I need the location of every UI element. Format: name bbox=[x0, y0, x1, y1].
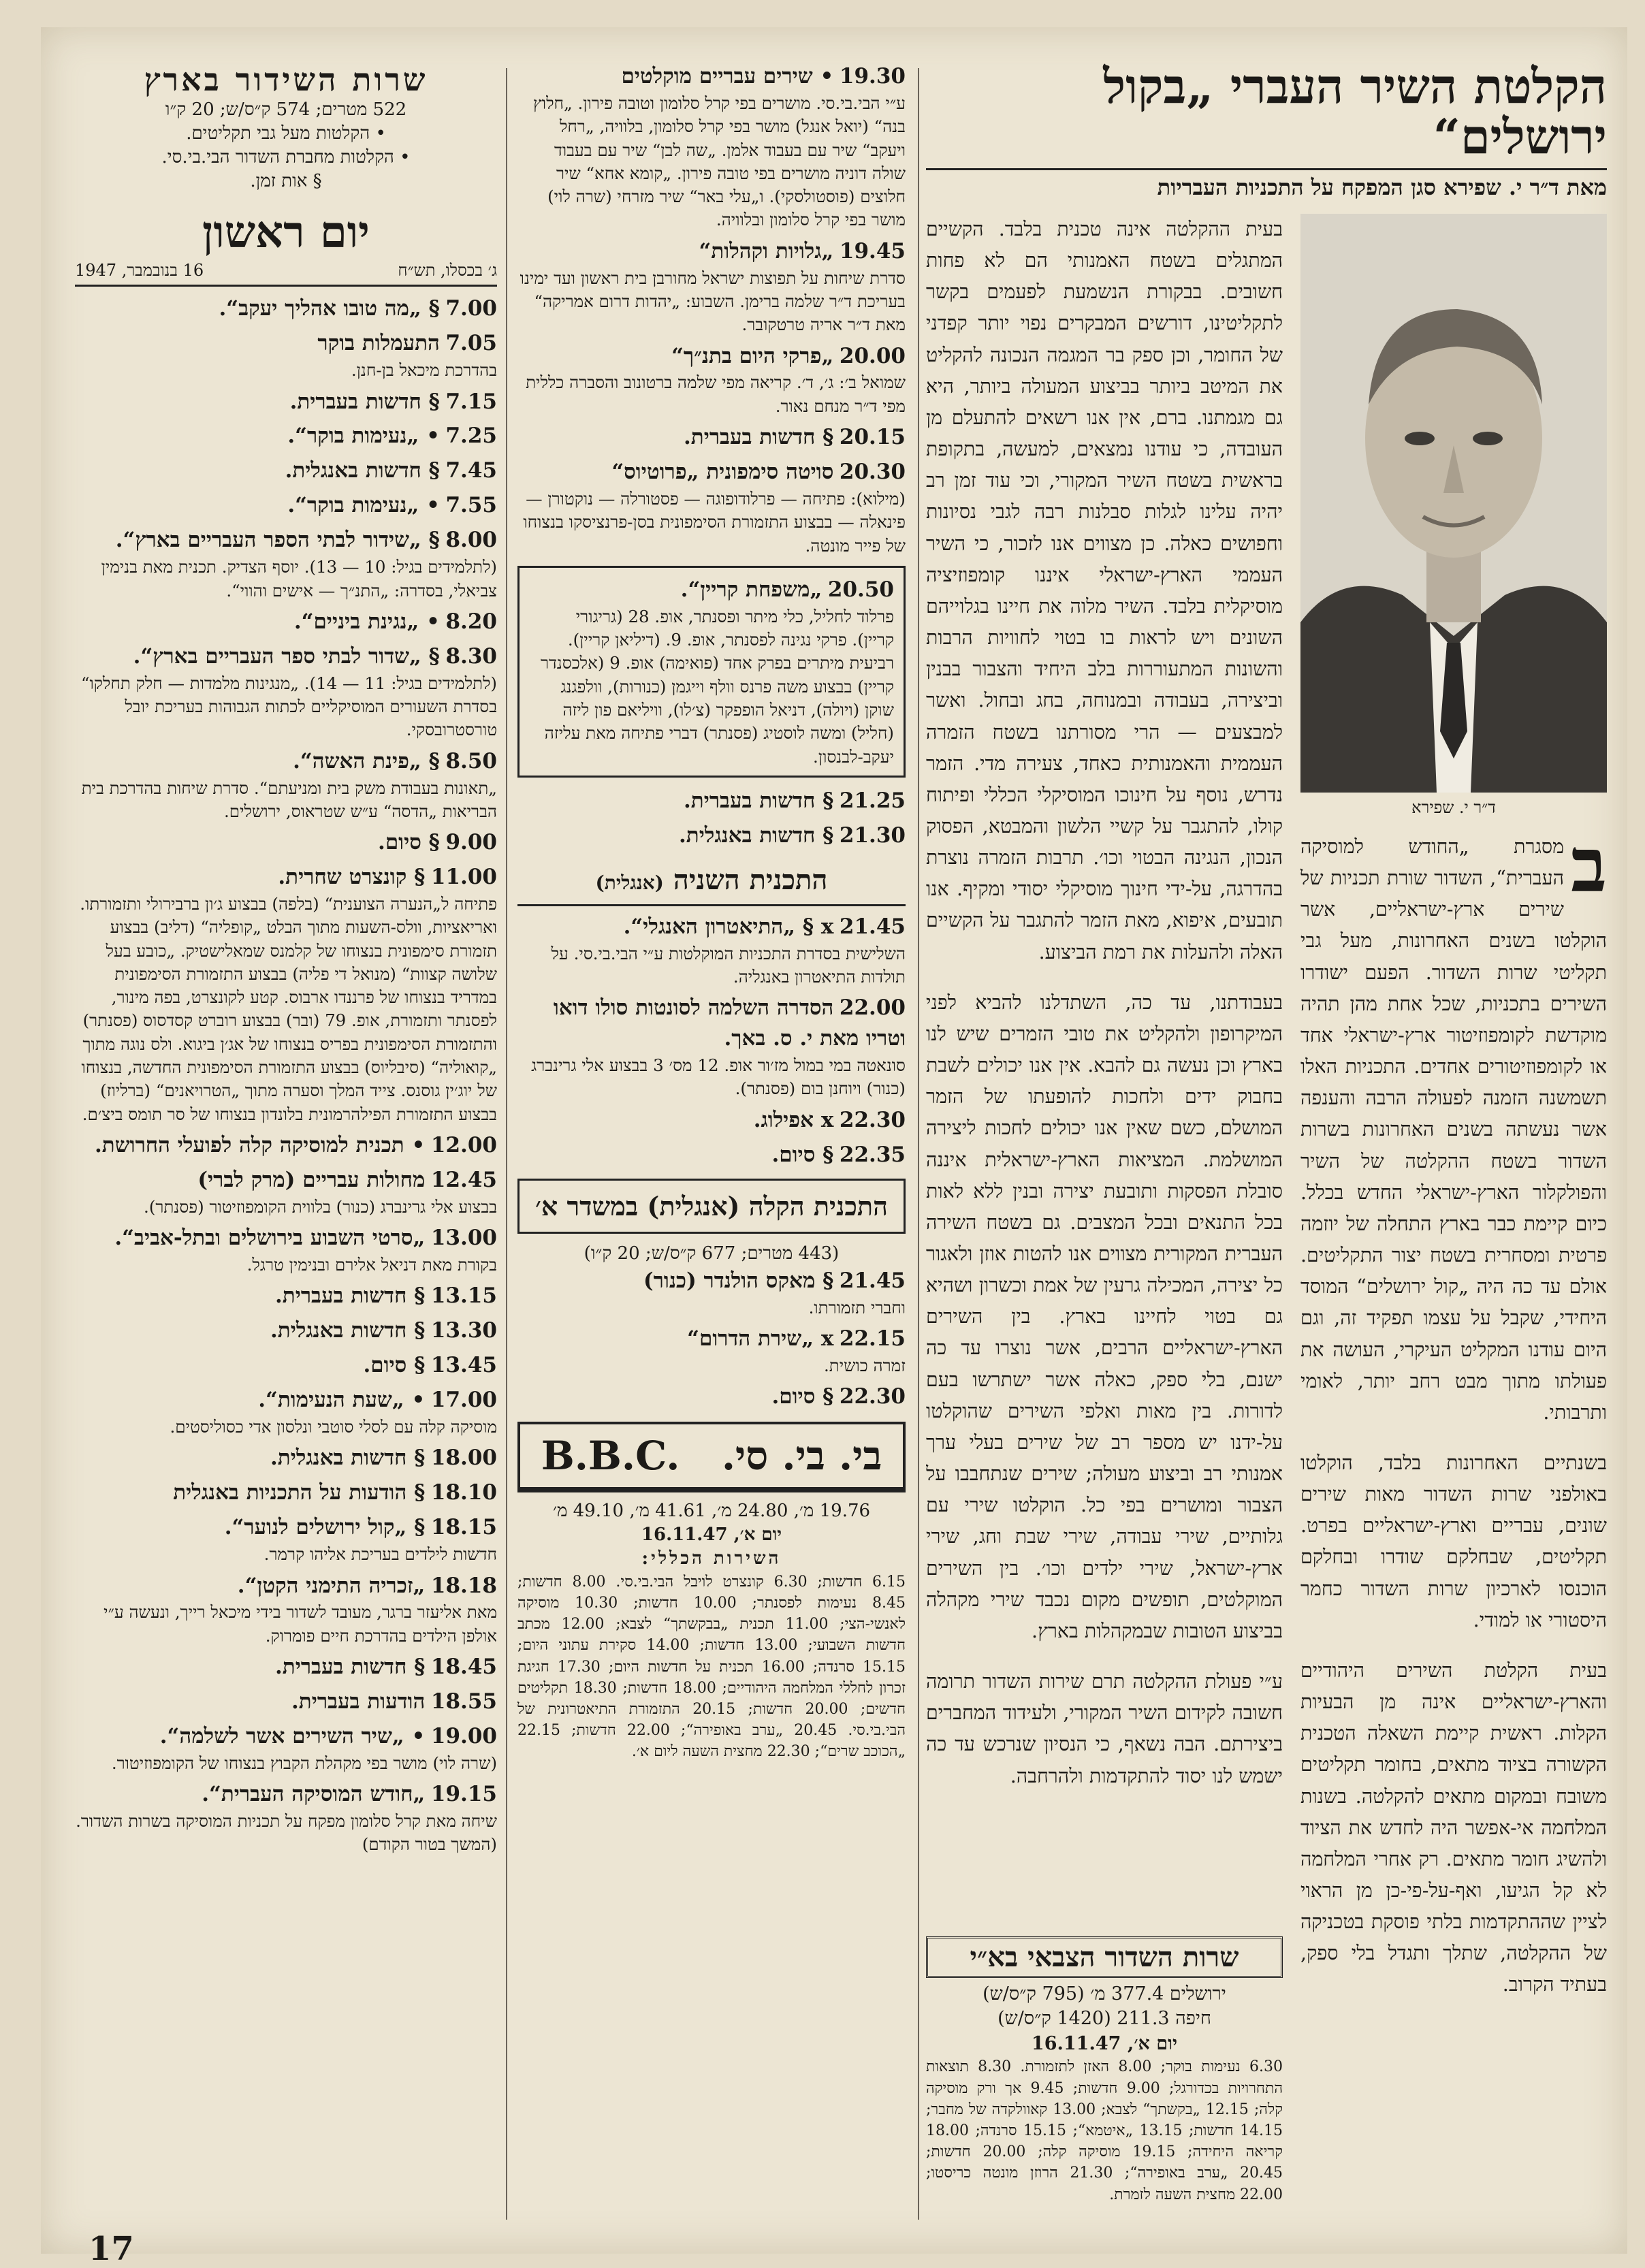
schedule-desc: (לתלמידים בגיל: 11 — 14). „מנגינות מלמדות — חלק תחלקו“ בסדרת השעורים המוסיקליים לכתות הגבוהות בעריכת יובל טורסטרובסקי. bbox=[81, 673, 497, 740]
schedule-item: 20.30 סויטה סימפונית „פרוטיוס“ (מילוא): פתיחה — פרלודופוגה — פסטורלה — נוקטורן — פינאלה — בבצוע התזמורת הסימפונית בסן-פרנציסקו בנצוחו של פייר מונטה. bbox=[523, 460, 906, 556]
schedule-time: 18.15 bbox=[430, 1515, 497, 1540]
army-broadcast-title: שרות השדור הצבאי בא״י bbox=[926, 1936, 1283, 1978]
article-column bbox=[926, 61, 1607, 2205]
schedule-item bbox=[75, 1721, 497, 1775]
schedule-time: 18.45 bbox=[430, 1655, 497, 1680]
schedule-time: 18.00 bbox=[430, 1446, 497, 1471]
schedule-title: „זכריה התימני הקטן“. bbox=[237, 1573, 426, 1598]
schedule-title: הודעות בעברית. bbox=[291, 1689, 426, 1714]
schedule-title: § חדשות באנגלית. bbox=[270, 1446, 426, 1471]
drop-cap: ב bbox=[1570, 821, 1607, 909]
schedule-time: 7.55 bbox=[445, 493, 497, 518]
schedule-time: 8.30 bbox=[445, 643, 497, 669]
army-date: יום א׳, 16.11.47 bbox=[1031, 2032, 1178, 2054]
light-program-header: התכנית הקלה (אנגלית) במשדר א׳ bbox=[517, 1179, 906, 1234]
article-paragraph: בשנתיים האחרונות בלבד, הוקלטו באולפני שרות השדור מאות שירים שונים, עבריים וארץ-ישראליים בפרט. תקליטים, שבחלקם שודרו ובחלקם הוכנסו לארכיון שרות השדור כחמר היסטורי או למודי. bbox=[1300, 1451, 1607, 1631]
schedule-item bbox=[75, 641, 497, 742]
schedule-title: • „נעימות בוקר“. bbox=[287, 424, 440, 449]
schedule-item: 21.45 § מאקס הולנדר (כנור) וחברי תזמורתו. bbox=[643, 1268, 906, 1317]
mid-schedule bbox=[517, 61, 906, 1763]
article-paragraph: בעית ההקלטה אינה טכנית בלבד. הקשיים המתגלים בשטח האמנותי הם לא פחות חשובים. בבקורת הנשמעת לפעמים בקשר לתקליטינו, דורשים המבקרים נפוי יותר קפדני של החומר, וכן ספק בר המגמה הנכונה להקליט את המיטב ביותר בביצוע המעולה ביותר, היא גם מגמתנו. ברם, אין אנו רשאים להתעלם מן העובדה, כי עודנו נמצאים, למעשה, בתקופת בראשית בשטח השיר המקורי, וכי עוד זמן רב יהיה עלינו לגלות סבלנות רבה לגבי נסיונות וחפושים כאלה. כן מצווים אנו לזכור, כי השיר העממי הארץ-ישראלי איננו קומפוזיציה מוסיקלית בלבד. השיר מלוה את חיינו בגלוייהם השונים ויש לראות בו בטוי לחוויות הרבות והשונות המתעוררות בלב היחיד והצבור בבנין וביצירה, בעבודה ובמנוחה, בחג ובחול. ואשר למבצעים — הרי מסורתנו בשטח הזמרה העממית והאמנותית כאחד, צעירה מדי. הזמר נדרש, נוסף על חינוכו המוסיקלי הכללי ופיתוח קולו, להתגבר על קשיי הלשון והמבטא, הפסוק הנכון, הנגינה הבטוי וכו׳. תרבות הזמרה נוצרת בהדרגה, על-ידי חינוך מוסיקלי יסודי ומקיף. אנו תובעים, איפוא, מאת הזמר להתגבר על הקשיים האלה ולהעלות את רמת הביצוע. bbox=[926, 218, 1283, 963]
schedule-item bbox=[75, 293, 497, 324]
article-paragraph: ע״י פעולת ההקלטה תרם שירות השדור תרומה חשובה לקידום השיר המקורי, ולעידוד המחברים ביצירתם. הבה נשאף, כי הנסיון שנרכש עד כה ישמש לנו יסוד להתקדמות ולהרחבה. bbox=[926, 1670, 1283, 1787]
schedule-title: § חדשות באנגלית. bbox=[285, 458, 440, 483]
bbc-frequencies: 19.76 מ׳, 24.80 מ׳, 41.61 מ׳, 49.10 מ׳ bbox=[552, 1501, 871, 1522]
schedule-item: 22.35 § סיום. bbox=[771, 1142, 906, 1167]
schedule-time: 19.00 bbox=[430, 1723, 497, 1748]
schedule-title: § „קול ירושלים לנוער“. bbox=[224, 1515, 426, 1540]
schedule-time: 12.45 bbox=[430, 1167, 497, 1192]
schedule-item bbox=[75, 827, 497, 858]
schedule-item bbox=[75, 1223, 497, 1277]
schedule-title: § חדשות בעברית. bbox=[289, 389, 440, 414]
second-program-header: התכנית השניה (אנגלית) bbox=[517, 861, 906, 906]
legend-bbc: • הקלטות מחברת השדור הבי.בי.סי. bbox=[161, 147, 411, 168]
schedule-desc: פתיחה ל„הנערה הצוענית“ (בלפה) בבצוע ג׳ון ברבירולי ותזמורתו. ואריאציות, וולס-השעות מתוך הבלט „קופליה“ (דליב) בבצוע תזמורת סימפונית בנצוחו של קלמנס שמאלישטיק. „כובע בעל שלושה קצוות“ (מנואל די פליה) בבצוע התזמורת הסימפונית במדריד בנצוחו של פרננדו ארבוס. קטע לקונצרט, בפה מינור, לפסנתר ותזמורת, אופ. 79 (ובר) בבצוע רוברט קסדסוס (פסנתר) והתזמורת הסימפונית בפריס בנצוחו של אג׳ן ביגוא. ולס נוגה מתוך „קואוליה“ (סיבליוס) בבצוע התזמורת הסימפונית החדשה, בנצוחו של יוג׳ין גוסנס. צייד המלך וסערה מתוך „הטרויאנים“ (ברליוז) בבצוע התזמורת הפילהרמונית בלונדון בנצוחו של סר תומס ביצ׳ם. bbox=[80, 894, 497, 1124]
schedule-item bbox=[75, 1478, 497, 1508]
schedule-title: מחולות עבריים (מרק לברי) bbox=[197, 1167, 426, 1192]
schedule-item bbox=[75, 1652, 497, 1682]
gregorian-date: 16 בנובמבר, 1947 bbox=[75, 261, 204, 281]
schedule-title: § „שידור לבתי הספר העבריים בארץ“. bbox=[115, 528, 440, 553]
schedule-title: § „פינת האשה“. bbox=[293, 748, 440, 773]
schedule-time: 11.00 bbox=[430, 865, 497, 890]
schedule-item bbox=[75, 862, 497, 1126]
schedule-item: 19.45 „גלויות וקהלות“ סדרת שיחות על תפוצות ישראל מחורבן בית ראשון ועד ימינו בעריכת ד״ר שלמה ברימן. השבוע: „יהדות דרום אמריקה“ מאת ד״ר אריה טרטקובר. bbox=[520, 238, 906, 335]
army-freq-haifa: חיפה 211.3 (1420 ק״ס/ש) bbox=[997, 2008, 1211, 2030]
newspaper-page bbox=[41, 27, 1627, 2268]
article-subcolumn-right bbox=[1300, 214, 1607, 2205]
legend-time-signal: § אות זמן. bbox=[250, 171, 322, 192]
bbc-title-hebrew: בי. בי. סי. bbox=[721, 1433, 882, 1480]
schedule-title: § „מה טובו אהליך יעקב“. bbox=[219, 296, 440, 321]
article-subcolumn-left bbox=[926, 214, 1283, 2205]
schedule-item: 20.00 „פרקי היום בתנ״ך“ שמואל ב׳: ג׳, ד׳. קריאה מפי שלמה ברטונוב והסברה כללית מפי ד״ר מנחם נאור. bbox=[526, 343, 906, 416]
schedule-desc: (לתלמידים בגיל: 10 — 13). יוסף הצדיק. תכנית מאת בנימין צביאלי, בסדרה: „התנ״ך — אישים והווי“. bbox=[101, 557, 497, 601]
column-divider bbox=[918, 68, 919, 2220]
article-paragraph: ב מסגרת „החודש למוסיקה העברית“, השדור שורת תכניות של שירים ארץ-ישראליים, אשר הוקלטו בשנים האחרונות, מעל גבי תקליטי שרות השדור. הפעם ישודרו השירים בתכניות, שכל אחת מהן תהיה מוקדשת לקומפוזיטור ארץ-ישראלי אחד או לקומפוזיטורים אחדים. התכניות האלו תשמשנה הזמנה לפעולה הרבה והענפה אשר נעשתה בשנים האחרונות בשרות השדור בשטח ההקלטה של השיר והפולקלור הארץ-ישראלי החדש בכלל. כיום קיימת כבר בארץ התחלה של יוזמה פרטית ומסחרית בשטח יצור התקליטים. אולם עד כה היה „קול ירושלים“ המוסד היחידי, שקבל על עצמו תפקיד זה, וגם היום עודנו המקליט העיקרי, העושה את פעולתו מתוך מבט רחב יותר, לאומי ותרבותי. bbox=[1300, 821, 1607, 1424]
schedule-time: 13.30 bbox=[430, 1318, 497, 1343]
article-byline: מאת ד״ר י. שפירא סגן המפקח על התכניות העבריות bbox=[926, 168, 1607, 200]
light-program-freq: (443 מטרים; 677 ק״ס/ש; 20 ק״ו) bbox=[584, 1243, 840, 1264]
schedule-desc: חדשות לילדים בעריכת אליהו קרמר. bbox=[263, 1544, 497, 1565]
schedule-item: 22.30 § סיום. bbox=[771, 1384, 906, 1409]
article-paragraph: בעבודתנו, עד כה, השתדלנו להביא לפני המיקרופון ולהקליט את טובי הזמרים שיש לנו בארץ וכן נעשה גם להבא. אין אנו יכולים לשבת בחבוק ידים ולחכות להופעתו של הזמר המושלם, כשם שאין אנו יכולים לחכות ליצירה המושלמת. המציאות הארץ-ישראלית איננה סובלת הפסקות ותובעת יצירה ובנין ללא לאות בכל התנאים ובכל המצבים. גם בשטח השירה העברית המקורית מצווים אנו להטות אוזן ולאגור כל יצירה, המכילה גרעין של אמת וכשרון ושהיא גם בטוי לחיינו בארץ. בין השירים הארץ-ישראליים הרבים, אשר נוצרו עד כה ישנם, בלי ספק, כאלה אשר ישתרשו בעם לדורות. בין מאות ואלפי השירים שהוקלטו על-ידנו יש מספר רב של שירים בעלי ערך אמנותי רב וביצוע מעולה; שירים שנתחבבו על הצבור ומושרים בפי כל. הוקלטו שירי עם גלותיים, שירי עבודה, שירי שבת וחג, שירי ארץ-ישראל, שירי ילדים וכו׳. בין השירים המוקלטים, תופשים מקום נכבד שירי מקהלה בביצוע הטובות שבמקהלות בארץ. bbox=[926, 991, 1283, 1642]
schedule-title: § חדשות באנגלית. bbox=[270, 1318, 426, 1343]
middle-schedule-column bbox=[517, 61, 906, 1763]
schedule-time: 19.15 bbox=[430, 1782, 497, 1807]
schedule-item bbox=[75, 490, 497, 521]
schedule-item: 22.15 x „שירת הדרום“ זמרה כושית. bbox=[687, 1326, 906, 1375]
schedule-item: 21.45 x § „התיאטרון האנגלי“. השלישית בסדרת התכניות המוקלטות ע״י הבי.בי.סי. על תולדות התיאטרון באנגליה. bbox=[551, 914, 906, 987]
schedule-item: 22.00 הסדרה השלמה לסונטות סולו דואו וטריו מאת י. ס. באך. סונאטה במי במול מז׳ור אופ. 12 מס׳ 3 בבצוע אלי גרינברג (כנור) ויוחנן בום (פסנתר). bbox=[531, 995, 906, 1099]
schedule-title: § חדשות בעברית. bbox=[275, 1655, 426, 1680]
bbc-date: יום א׳, 16.11.47 bbox=[641, 1524, 782, 1546]
schedule-title: „חודש המוסיקה העברית“. bbox=[202, 1782, 426, 1807]
schedule-time: 9.00 bbox=[445, 830, 497, 855]
schedule-time: 8.20 bbox=[445, 609, 497, 634]
army-schedule-text: 6.30 נעימות בוקר; 8.00 האזן לתזמורת. 8.30 תוצאות התחרויות בכדורגל; 9.00 חדשות; 9.45 אך ורק מוסיקה קלה; 12.15 „בקשתך“ לצבא; 13.00 קאוולקדה של מחבר; 14.15 חדשות; 13.15 „איטמא“; 15.15 סרנדה; 18.00 קריאה היחידה; 19.15 מוסיקה קלה; 20.00 חדשות; 20.45 „ערב באופירה“; 21.30 הרוזן מונטה כריסטו; 22.00 מחצית השעה לזמרת. bbox=[926, 2058, 1283, 2203]
schedule-desc: מוסיקה קלה עם לסלי סוטבי ונלסון אדי כסוליסטים. bbox=[170, 1417, 497, 1437]
station-header: שרות השידור בארץ bbox=[144, 61, 428, 98]
schedule-item bbox=[75, 746, 497, 824]
schedule-title: • „שעת הנעימות“. bbox=[258, 1388, 426, 1413]
schedule-item: 21.25 § חדשות בעברית. bbox=[684, 788, 906, 813]
schedule-item bbox=[75, 1687, 497, 1717]
schedule-time: 7.05 bbox=[445, 331, 497, 356]
date-line bbox=[75, 261, 497, 287]
schedule-time: 18.10 bbox=[430, 1480, 497, 1505]
schedule-item bbox=[75, 1281, 497, 1311]
schedule-title: § סיום. bbox=[363, 1353, 426, 1378]
schedule-title: § קונצרט שחרית. bbox=[278, 865, 426, 890]
schedule-time: 12.00 bbox=[430, 1132, 497, 1157]
schedule-item bbox=[75, 1315, 497, 1346]
schedule-item bbox=[75, 328, 497, 382]
schedule-item bbox=[75, 1571, 497, 1648]
schedule-item bbox=[75, 387, 497, 417]
schedule-item bbox=[75, 456, 497, 486]
schedule-item bbox=[75, 1130, 497, 1161]
schedule-item: 21.30 § חדשות באנגלית. bbox=[679, 822, 906, 848]
schedule-title: § חדשות בעברית. bbox=[275, 1283, 426, 1309]
schedule-time: 8.50 bbox=[445, 748, 497, 773]
schedule-item: 19.30 • שירים עבריים מוקלטים ע״י הבי.בי.סי. מושרים בפי קרל סלומון וטובה פירון. „חלוץ בנה“ (יואל אנגל) מושר בפי קרל סלומון, בלוויה, „רחל ויעקב“ שיר עם בעבוד אלמן. „שה לבן“ שיר עם בעבוד שולה דוניה מושרים בפי טובה פירון. „קומא אחא“ שיר חלוצים (פוסטולסקי). ו„עלי באר“ שיר מזרחי (שרה לוי) מושר בפי קרל סלומון ובלוויה. bbox=[533, 64, 906, 230]
schedule-time: 7.25 bbox=[445, 424, 497, 449]
article-title: הקלטת השיר העברי „בקול ירושלים“ bbox=[1103, 61, 1607, 165]
day-title: יום ראשון bbox=[202, 207, 370, 259]
schedule-item bbox=[75, 1443, 497, 1473]
bbc-service: השירות הכללי: bbox=[641, 1548, 782, 1569]
schedule-time: 7.00 bbox=[445, 296, 497, 321]
boxed-schedule-item: 20.50 „משפחת קריין“. פרלוד לחליל, כלי מיתר ופסנתר, אופ. 28 (גריגורי קריין). פרקי נגינה לפסנתר, אופ. 9. (דיליאן קריין). רביעית מיתרים בפרק אחד (פואימה) אופ. 9 (אלכסנדר קריין) בבצוע משה פרנס וולף וייגמן (כנורות), וולפגנג שוקן (ויולה), דניאל הופפקר (צ׳לו), וויליאם פון ליזה (חליל) ומשה לוסטיג (פסנתר) דברי פתיחה מאת עליזה יעקב-לבנסון. bbox=[517, 566, 906, 778]
article-body-left bbox=[926, 214, 1283, 1916]
schedule-item bbox=[75, 1385, 497, 1439]
schedule-time: 17.00 bbox=[430, 1388, 497, 1413]
army-freq-jerusalem: ירושלים 377.4 מ׳ (795 ק״ס/ש) bbox=[983, 1983, 1226, 2005]
schedule-desc: בהדרכת מיכאל בן-חנן. bbox=[351, 360, 497, 381]
schedule-desc: בקורת מאת דניאל אלירם ובנימין טרגל. bbox=[246, 1255, 497, 1275]
left-schedule bbox=[75, 293, 497, 1860]
schedule-desc: שיחה מאת קרל סלומון מפקח על תכניות המוסיקה בשרות השדור. (המשך בטור הקודם) bbox=[76, 1811, 497, 1855]
photo-caption: ד״ר י. שפירא bbox=[1411, 798, 1496, 817]
hebrew-date: ג׳ בכסלו, תש״ח bbox=[398, 261, 497, 281]
schedule-time: 18.18 bbox=[430, 1573, 497, 1598]
author-photo-box bbox=[1300, 214, 1607, 818]
schedule-item: 20.15 § חדשות בעברית. bbox=[684, 425, 906, 450]
column-divider bbox=[506, 68, 507, 2220]
schedule-title: § הודעות על התכניות באנגלית bbox=[173, 1480, 426, 1505]
schedule-title: „סרטי השבוע בירושלים ובתל-אביב“. bbox=[114, 1226, 426, 1251]
schedule-time: 8.00 bbox=[445, 528, 497, 553]
schedule-time: 13.15 bbox=[430, 1283, 497, 1309]
schedule-time: 7.45 bbox=[445, 458, 497, 483]
schedule-title: • תכנית למוסיקה קלה לפועלי החרושת. bbox=[95, 1132, 426, 1157]
schedule-item bbox=[75, 1165, 497, 1219]
schedule-item bbox=[75, 1350, 497, 1381]
schedule-item: 22.30 x אפילוג. bbox=[753, 1107, 906, 1132]
bbc-schedule-text: 6.15 חדשות; 6.30 קונצרט לויבל הבי.בי.סי. 8.00 חדשות; 8.45 נעימות לפסנתר; 10.00 חדשות; 10.30 מוסיקה לאנשי-הצי; 11.00 תכנית „בבקשתך“ לצבא; 12.00 מכתב חדשות השבועי; 13.00 חדשות; 14.00 סקירת עתוני היום; 15.15 סרנדה; 16.00 תכנית על חדשות היום; 17.30 חגיגת זכרון לחללי המלחמה היהודיים; 18.00 חדשות; 18.30 תקליטים חדשים; 20.00 חדשות; 20.15 התזמורת התיאטרונית של הבי.בי.סי. 20.45 „ערב באופירה“; 22.00 חדשות; 22.15 „הכוכב שרים“; 22.30 מחצית השעה ליום א׳. bbox=[517, 1573, 906, 1761]
schedule-time: 7.15 bbox=[445, 389, 497, 414]
schedule-item bbox=[75, 1512, 497, 1566]
portrait-image bbox=[1300, 214, 1607, 793]
schedule-item bbox=[75, 1779, 497, 1857]
schedule-title: § סיום. bbox=[378, 830, 440, 855]
bbc-header bbox=[517, 1422, 906, 1492]
schedule-time: 18.55 bbox=[430, 1689, 497, 1714]
army-broadcast-section bbox=[926, 1936, 1283, 2205]
article-paragraph: בעית הקלטת השירים היהודיים והארץ-ישראליים אינה מן הבעיות הקלות. ראשית קיימת השאלה הטכנית הקשורה בציוד מתאים, בחומר תקליטים משובח ובמקום מתאים להקלטה. בשנות המלחמה אי-אפשר היה לחדש את הציוד ולהשיג חומר מתאים. רק אחרי המלחמה לא קל הגיעו, ואף-על-פי-כן מן הראוי לציין שההתקדמות בלתי פוסקת בטכניקה של ההקלטה, שתלך ותגדל בלי ספק, בעתיד הקרוב. bbox=[1300, 1659, 1607, 1996]
schedule-item bbox=[75, 421, 497, 451]
article-body-right bbox=[1300, 821, 1607, 2020]
bbc-title-english: B.B.C. bbox=[541, 1433, 680, 1480]
schedule-title: § „שדור לבתי ספר העבריים בארץ“. bbox=[133, 643, 440, 669]
schedule-desc: (שרה לוי) מושר בפי מקהלת הקבוץ בנצוחו של הקומפוזיטור. bbox=[111, 1753, 497, 1773]
station-freq: 522 מטרים; 574 ק״ס/ש; 20 ק״ו bbox=[165, 99, 407, 120]
schedule-title: התעמלות בוקר bbox=[317, 331, 440, 356]
schedule-desc: „תאונות בעבודת משק בית ומניעתם“. סדרת שיחות בהדרכת בית הבריאות „הדסה“ ע״ש שטראוס, ירושלים. bbox=[81, 778, 497, 821]
schedule-time: 13.45 bbox=[430, 1353, 497, 1378]
schedule-desc: מאת אליעזר ברגר, מעובד לשדור בידי מיכאל רייך, ונעשה ע״י אולפן הילדים בהדרכת חיים פומרוק. bbox=[103, 1602, 497, 1646]
page-number: 17 bbox=[89, 2230, 134, 2268]
schedule-desc: בבצוע אלי גרינברג (כנור) בלווית הקומפוזיטור (פסנתר). bbox=[144, 1196, 497, 1217]
schedule-time: 13.00 bbox=[430, 1226, 497, 1251]
legend-recordings: • הקלטות מעל גבי תקליטים. bbox=[186, 123, 386, 144]
schedule-title: • „נגינת ביניים“. bbox=[293, 609, 440, 634]
left-schedule-column bbox=[75, 61, 497, 1861]
schedule-title: • „שיר השירים אשר לשלמה“. bbox=[159, 1723, 426, 1748]
schedule-item bbox=[75, 607, 497, 637]
schedule-title: • „נעימות בוקר“. bbox=[287, 493, 440, 518]
author-photo bbox=[1300, 214, 1607, 793]
schedule-item bbox=[75, 525, 497, 603]
